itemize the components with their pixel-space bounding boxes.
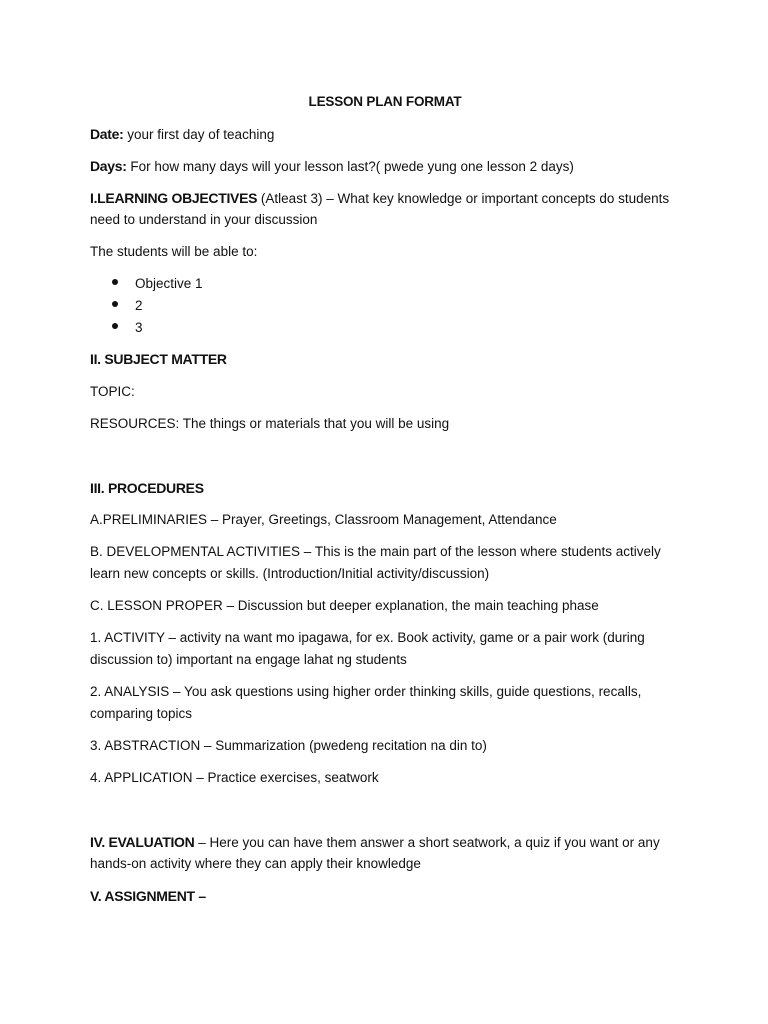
activity-cont: discussion to) important na engage lahat ng students [90, 652, 407, 667]
document-page [90, 0, 680, 1024]
analysis-cont: comparing topics [90, 706, 193, 721]
learning-objectives-text: (Atleast 3) – What key knowledge or important concepts do students [257, 191, 670, 206]
lesson-proper-line: C. LESSON PROPER – Discussion but deeper explanation, the main teaching phase [90, 598, 599, 613]
days-label: Days: [90, 158, 127, 174]
objectives-intro: The students will be able to: [90, 244, 258, 259]
application-line: 4. APPLICATION – Practice exercises, seatwork [90, 770, 379, 785]
evaluation-line [90, 831, 680, 854]
developmental-activities-cont: learn new concepts or skills. (Introduction/Initial activity/discussion) [90, 566, 490, 581]
date-line [90, 123, 680, 146]
evaluation-heading: IV. EVALUATION [90, 834, 195, 850]
objective-item [112, 295, 143, 317]
resources-line: RESOURCES: The things or materials that you will be using [90, 416, 450, 431]
objective-text: 3 [135, 320, 143, 335]
days-text: For how many days will your lesson last?( pwede yung one lesson 2 days) [126, 159, 574, 174]
activity-line: 1. ACTIVITY – activity na want mo ipagawa, for ex. Book activity, game or a pair work (during [90, 630, 645, 645]
objective-text: 2 [135, 298, 143, 313]
date-text: your first day of teaching [123, 127, 275, 142]
bullet-icon [112, 323, 118, 329]
document-title: LESSON PLAN FORMAT [308, 94, 462, 109]
objective-item [112, 273, 203, 295]
topic-line: TOPIC: [90, 384, 135, 399]
learning-objectives-line [90, 187, 680, 210]
evaluation-cont: hands-on activity where they can apply their knowledge [90, 856, 421, 871]
learning-objectives-text-cont: need to understand in your discussion [90, 212, 318, 227]
bullet-icon [112, 279, 118, 285]
bullet-icon [112, 301, 118, 307]
objective-item [112, 317, 143, 339]
developmental-activities-line: B. DEVELOPMENTAL ACTIVITIES – This is the main part of the lesson where students actively [90, 544, 661, 559]
preliminaries-line: A.PRELIMINARIES – Prayer, Greetings, Classroom Management, Attendance [90, 512, 557, 527]
analysis-line: 2. ANALYSIS – You ask questions using higher order thinking skills, guide questions, recalls, [90, 684, 642, 699]
assignment-heading: V. ASSIGNMENT – [90, 888, 206, 904]
subject-matter-heading: II. SUBJECT MATTER [90, 351, 227, 367]
abstraction-line: 3. ABSTRACTION – Summarization (pwedeng recitation na din to) [90, 738, 487, 753]
learning-objectives-heading: I.LEARNING OBJECTIVES [90, 190, 258, 206]
objective-text: Objective 1 [135, 276, 203, 291]
date-label: Date: [90, 126, 124, 142]
days-line [90, 155, 680, 178]
procedures-heading: III. PROCEDURES [90, 480, 204, 496]
evaluation-text: – Here you can have them answer a short seatwork, a quiz if you want or any [194, 835, 660, 850]
